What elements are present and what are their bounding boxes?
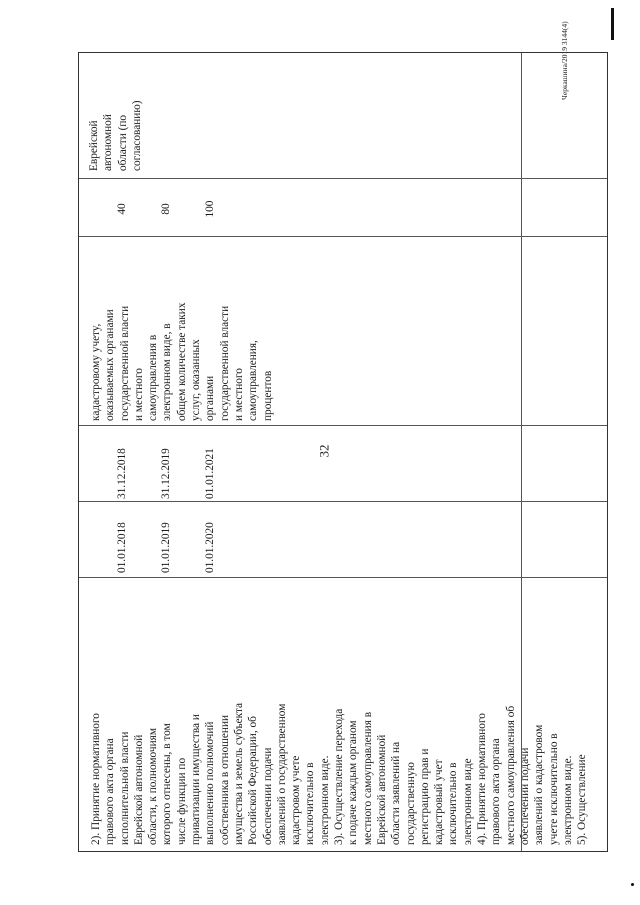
- measures-cell: 2). Принятие нормативного правового акта органа исполнительной власти Еврейской автономной области, к полномочиям которого отнесены, в том числе функции по приватизации имущества и выполнению полномочий собственника в отношении имущества и земель субъекта Российской Федерации, об обеспечении подачи заявлений о государственном кадастровом учете исключительно в электронном виде. 3). Осуществление перехода к подаче каждым органом местного самоуправления в Еврейской автономной области заявлений на государственную регистрацию прав и кадастровый учет исключительно в электронном виде 4). Принятие нормативного правового акта органа местного самоуправления об обеспечении подачи заявлений о кадастровом учете исключительно в электронном виде. 5). Осуществление: [90, 702, 589, 845]
- end-date: 01.01.2021: [204, 448, 216, 499]
- indicator-cell: кадастровому учету, оказываемых органами государственной власти и местного самоуправления в электронном виде, в общем количестве таких услуг, оказанных органами государственной власти и местного самоуправления, процентов: [90, 302, 274, 421]
- table: [78, 52, 608, 852]
- target-value: 80: [160, 203, 172, 215]
- target-value: 100: [204, 200, 216, 218]
- values-cell: [89, 189, 243, 229]
- region-cell: Еврейской автономной области (по согласованию): [88, 100, 143, 171]
- table-col-divider: [79, 178, 607, 179]
- table-col-divider: [79, 236, 607, 237]
- start-dates-cell: [89, 503, 243, 573]
- end-date: 31.12.2018: [116, 448, 128, 499]
- start-date: 01.01.2019: [160, 522, 172, 573]
- rotated-table: [78, 52, 608, 852]
- scan-mark: [611, 8, 614, 40]
- table-col-divider: [79, 425, 607, 426]
- table-col-divider: [79, 501, 607, 502]
- document-code: Черкашина/2019 3144(4): [560, 21, 569, 100]
- scan-dot: [631, 883, 634, 886]
- page-number: 32: [316, 444, 332, 458]
- target-value: 40: [116, 203, 128, 215]
- end-date: 31.12.2019: [160, 448, 172, 499]
- end-dates-cell: [89, 429, 243, 499]
- table-col-divider: [79, 577, 607, 578]
- start-date: 01.01.2020: [204, 522, 216, 573]
- start-date: 01.01.2018: [116, 522, 128, 573]
